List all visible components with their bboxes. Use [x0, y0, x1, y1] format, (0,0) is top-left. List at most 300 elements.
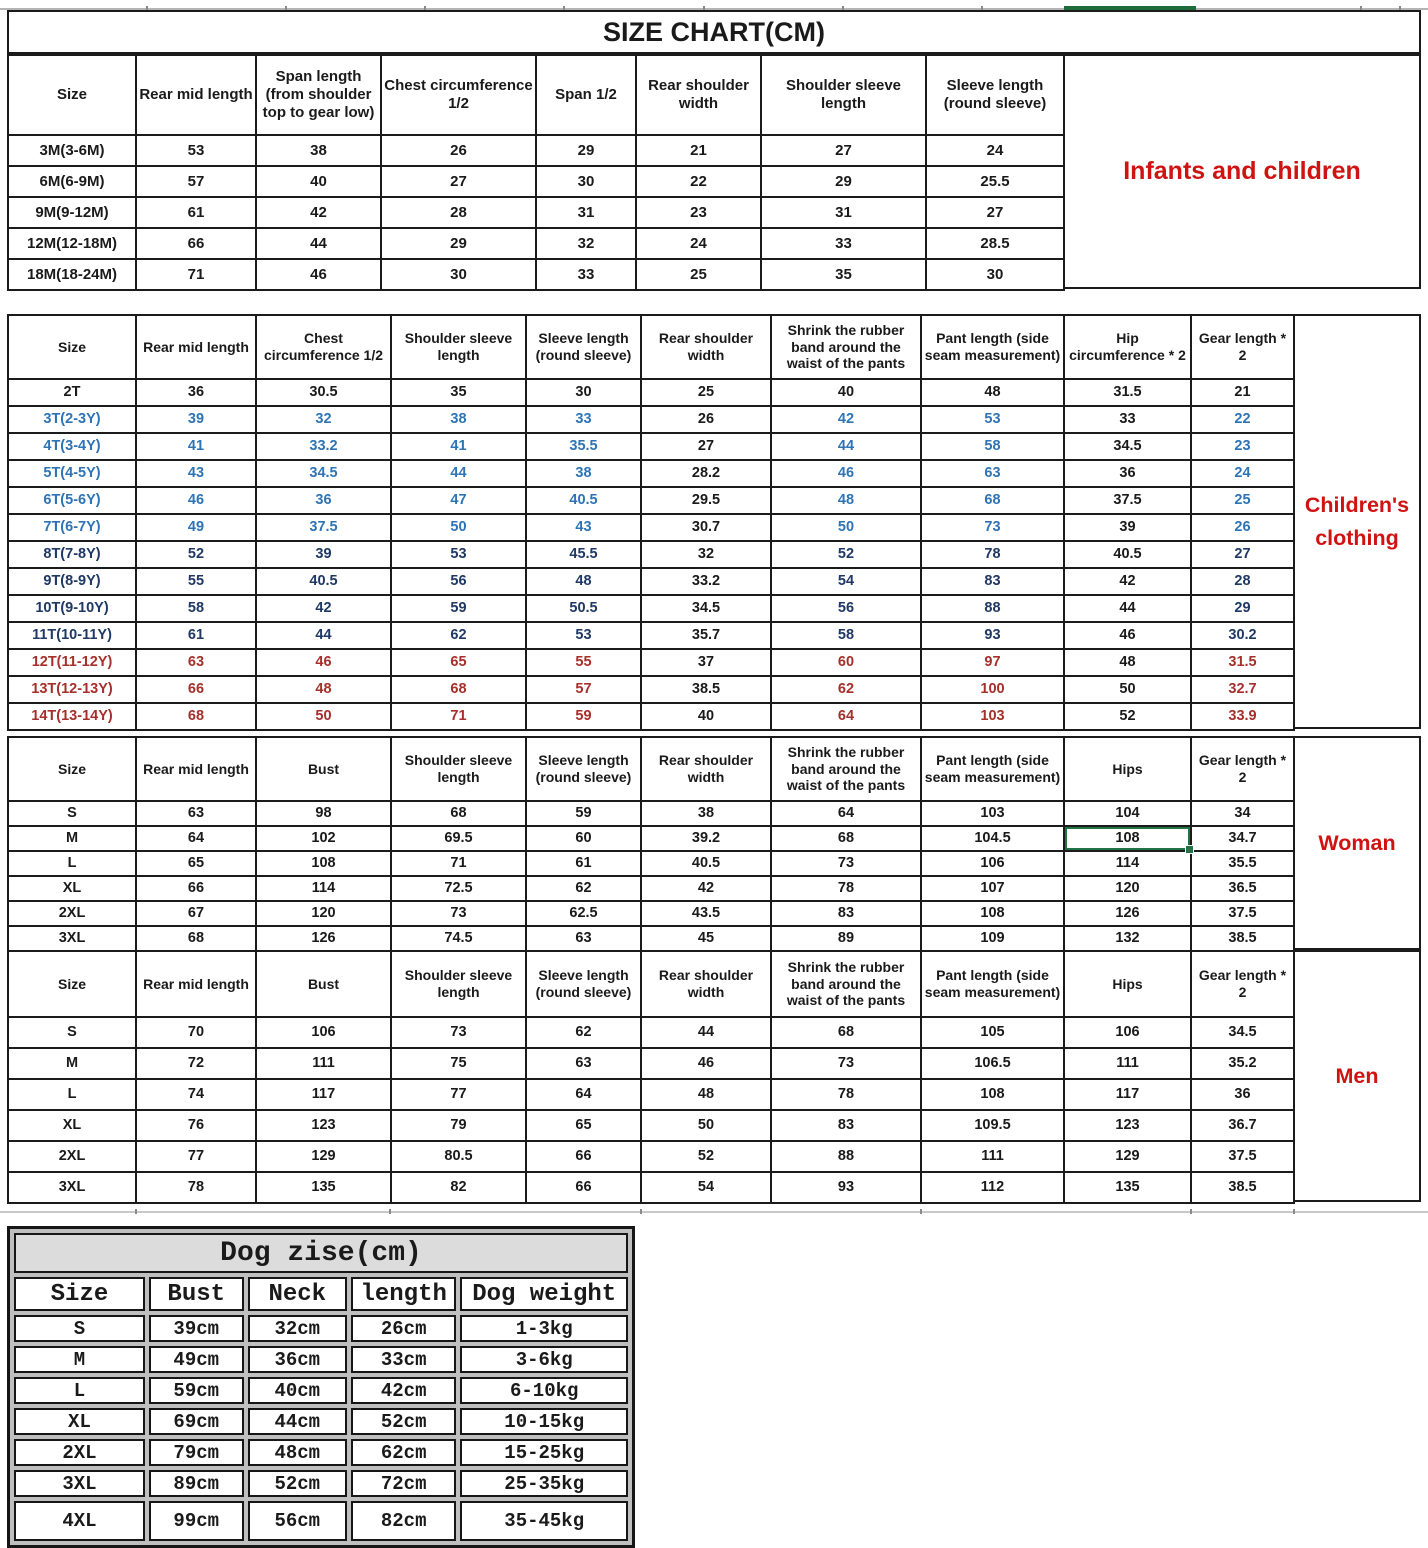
table-row [8, 649, 1294, 676]
cell: 2XL [8, 1141, 136, 1172]
cell: 40.5 [641, 851, 771, 876]
cell: 2XL [14, 1439, 145, 1466]
cell: 27 [761, 135, 926, 166]
cell: 50 [641, 1110, 771, 1141]
cell: 56 [391, 568, 526, 595]
cell: 3M(3-6M) [8, 135, 136, 166]
column-header: Sleeve length (round sleeve) [926, 55, 1064, 135]
cell: 22 [1191, 406, 1294, 433]
column-header: Size [14, 1277, 145, 1311]
cell: 58 [921, 433, 1064, 460]
cell: 61 [136, 622, 256, 649]
cell: 27 [641, 433, 771, 460]
infants-section-label-text: Infants and children [1123, 157, 1361, 185]
cell: 45 [641, 926, 771, 951]
column-header: Hips [1064, 951, 1191, 1017]
cell: 68 [136, 703, 256, 730]
cell: 44 [256, 622, 391, 649]
cell: 31.5 [1191, 649, 1294, 676]
column-header: Span length (from shoulder top to gear low) [256, 55, 381, 135]
column-header: Sleeve length (round sleeve) [526, 737, 641, 801]
cell: 72 [136, 1048, 256, 1079]
cell: 66 [136, 676, 256, 703]
cell: 88 [771, 1141, 921, 1172]
column-header: Hip circumference * 2 [1064, 315, 1191, 379]
cell: 10T(9-10Y) [8, 595, 136, 622]
cell: 60 [771, 649, 921, 676]
cell: 58 [136, 595, 256, 622]
cell: 31.5 [1064, 379, 1191, 406]
cell: 18M(18-24M) [8, 259, 136, 290]
cell: 29 [761, 166, 926, 197]
cell: M [8, 1048, 136, 1079]
cell: 30.5 [256, 379, 391, 406]
table-row [8, 228, 1064, 259]
cell: 21 [636, 135, 761, 166]
cell: 105 [921, 1017, 1064, 1048]
cell: 40 [771, 379, 921, 406]
children-section-label [1293, 314, 1421, 729]
cell: 33cm [351, 1346, 456, 1373]
cell: 48 [526, 568, 641, 595]
cell: 30.2 [1191, 622, 1294, 649]
cell: 98 [256, 801, 391, 826]
cell: 48 [771, 487, 921, 514]
cell: 106 [1064, 1017, 1191, 1048]
cell: 129 [256, 1141, 391, 1172]
cell: 58 [771, 622, 921, 649]
cell: 60 [526, 826, 641, 851]
table-row [8, 135, 1064, 166]
cell: 59 [526, 801, 641, 826]
cell: 107 [921, 876, 1064, 901]
cell: 68 [771, 1017, 921, 1048]
cell: 68 [391, 676, 526, 703]
cell: 63 [136, 801, 256, 826]
cell: 74 [136, 1079, 256, 1110]
cell: 44cm [248, 1408, 347, 1435]
cell: 75 [391, 1048, 526, 1079]
cell: 35 [761, 259, 926, 290]
cell: 29 [381, 228, 536, 259]
cell: 52cm [351, 1408, 456, 1435]
column-header: Size [8, 315, 136, 379]
cell: 93 [921, 622, 1064, 649]
cell: 100 [921, 676, 1064, 703]
cell: 26 [381, 135, 536, 166]
dog-table-title: Dog zise(cm) [14, 1233, 628, 1273]
cell: 63 [526, 1048, 641, 1079]
cell: 120 [256, 901, 391, 926]
woman-section-label [1293, 736, 1421, 950]
cell: 71 [391, 851, 526, 876]
cell: 64 [526, 1079, 641, 1110]
cell: 28 [1191, 568, 1294, 595]
cell: M [14, 1346, 145, 1373]
cell: 30 [926, 259, 1064, 290]
cell: 38 [256, 135, 381, 166]
cell: 43 [136, 460, 256, 487]
cell: 72cm [351, 1470, 456, 1497]
cell: 40 [641, 703, 771, 730]
cell: 106 [256, 1017, 391, 1048]
cell: 30 [381, 259, 536, 290]
cell: 52 [641, 1141, 771, 1172]
cell: 11T(10-11Y) [8, 622, 136, 649]
table-row [8, 514, 1294, 541]
cell: 46 [136, 487, 256, 514]
column-header: Gear length * 2 [1191, 737, 1294, 801]
cell: 71 [391, 703, 526, 730]
woman-size-table [7, 736, 1295, 952]
cell: 78 [771, 1079, 921, 1110]
cell: 104.5 [921, 826, 1064, 851]
cell: 35.7 [641, 622, 771, 649]
column-header: Bust [149, 1277, 244, 1311]
cell: 62cm [351, 1439, 456, 1466]
cell: 38.5 [1191, 1172, 1294, 1203]
cell: 40.5 [256, 568, 391, 595]
cell: 93 [771, 1172, 921, 1203]
cell: 9M(9-12M) [8, 197, 136, 228]
cell: 22 [636, 166, 761, 197]
cell: 129 [1064, 1141, 1191, 1172]
cell: 89cm [149, 1470, 244, 1497]
cell: 68 [771, 826, 921, 851]
cell: 38 [391, 406, 526, 433]
table-row [14, 1439, 628, 1466]
cell: 63 [921, 460, 1064, 487]
cell: 40.5 [526, 487, 641, 514]
cell: 66 [526, 1141, 641, 1172]
cell: 52 [1064, 703, 1191, 730]
column-header: Shoulder sleeve length [391, 315, 526, 379]
cell: 48 [256, 676, 391, 703]
cell: 53 [526, 622, 641, 649]
cell: 59cm [149, 1377, 244, 1404]
table-row [8, 826, 1294, 851]
men-section-label-text: Men [1335, 1063, 1379, 1088]
cell: 38 [526, 460, 641, 487]
cell: 104 [1064, 801, 1191, 826]
table-row [14, 1346, 628, 1373]
sheet-gridline-bottom [0, 1211, 1428, 1213]
cell: 32 [256, 406, 391, 433]
cell: 62.5 [526, 901, 641, 926]
cell: 42 [1064, 568, 1191, 595]
cell: 103 [921, 801, 1064, 826]
cell: 112 [921, 1172, 1064, 1203]
cell: 126 [256, 926, 391, 951]
cell: 117 [256, 1079, 391, 1110]
table-row [14, 1315, 628, 1342]
cell: 53 [136, 135, 256, 166]
cell: 54 [771, 568, 921, 595]
cell: 44 [771, 433, 921, 460]
column-header: Rear shoulder width [636, 55, 761, 135]
cell: 6M(6-9M) [8, 166, 136, 197]
cell: 109.5 [921, 1110, 1064, 1141]
column-header: Rear mid length [136, 315, 256, 379]
cell: 73 [771, 851, 921, 876]
cell: 41 [136, 433, 256, 460]
cell: 32.7 [1191, 676, 1294, 703]
cell: 52 [771, 541, 921, 568]
cell: 123 [256, 1110, 391, 1141]
cell: 3XL [14, 1470, 145, 1497]
cell: 29 [536, 135, 636, 166]
cell: 97 [921, 649, 1064, 676]
cell: M [8, 826, 136, 851]
cell: 66 [136, 228, 256, 259]
cell: 6-10kg [460, 1377, 628, 1404]
cell: 65 [526, 1110, 641, 1141]
cell: 47 [391, 487, 526, 514]
column-header: Rear mid length [136, 737, 256, 801]
table-row [8, 379, 1294, 406]
cell: 46 [641, 1048, 771, 1079]
cell: 82cm [351, 1501, 456, 1541]
cell: 49cm [149, 1346, 244, 1373]
cell: 32 [641, 541, 771, 568]
table-row [8, 197, 1064, 228]
column-header: Rear shoulder width [641, 951, 771, 1017]
cell: 62 [391, 622, 526, 649]
cell: 83 [921, 568, 1064, 595]
cell: 68 [391, 801, 526, 826]
cell: 5T(4-5Y) [8, 460, 136, 487]
cell: 106.5 [921, 1048, 1064, 1079]
cell: 79cm [149, 1439, 244, 1466]
men-size-table [7, 950, 1295, 1204]
cell: 114 [1064, 851, 1191, 876]
selected-cell[interactable]: 108 [1064, 826, 1191, 851]
cell: 36.7 [1191, 1110, 1294, 1141]
dog-size-table [7, 1226, 635, 1548]
table-row [8, 487, 1294, 514]
column-header: length [351, 1277, 456, 1311]
cell: 73 [771, 1048, 921, 1079]
column-header: Shrink the rubber band around the waist of the pants [771, 951, 921, 1017]
cell: L [8, 851, 136, 876]
cell: 24 [1191, 460, 1294, 487]
cell: 37 [641, 649, 771, 676]
cell: XL [8, 1110, 136, 1141]
cell: 46 [256, 649, 391, 676]
table-row [8, 1079, 1294, 1110]
column-header: Pant length (side seam measurement) [921, 315, 1064, 379]
cell: 37.5 [1064, 487, 1191, 514]
cell: 63 [526, 926, 641, 951]
cell: 82 [391, 1172, 526, 1203]
cell: 56cm [248, 1501, 347, 1541]
cell: 42 [256, 197, 381, 228]
cell: 108 [921, 901, 1064, 926]
selection-fill-handle[interactable] [1185, 845, 1194, 854]
cell: 38.5 [1191, 926, 1294, 951]
table-row [8, 926, 1294, 951]
column-header: Bust [256, 737, 391, 801]
cell: 33 [761, 228, 926, 259]
cell: 55 [136, 568, 256, 595]
cell: 32 [536, 228, 636, 259]
cell: 114 [256, 876, 391, 901]
column-header: Size [8, 55, 136, 135]
cell: 79 [391, 1110, 526, 1141]
cell: 2XL [8, 901, 136, 926]
cell: 33 [526, 406, 641, 433]
cell: 50 [256, 703, 391, 730]
cell: 77 [136, 1141, 256, 1172]
cell: 36 [256, 487, 391, 514]
cell: S [14, 1315, 145, 1342]
cell: 44 [391, 460, 526, 487]
cell: L [14, 1377, 145, 1404]
cell: 117 [1064, 1079, 1191, 1110]
column-header: Rear shoulder width [641, 315, 771, 379]
cell: 65 [136, 851, 256, 876]
cell: 132 [1064, 926, 1191, 951]
cell: 46 [1064, 622, 1191, 649]
cell: 50.5 [526, 595, 641, 622]
cell: 36 [1191, 1079, 1294, 1110]
cell: 57 [136, 166, 256, 197]
cell: 3XL [8, 1172, 136, 1203]
cell: 34 [1191, 801, 1294, 826]
cell: 50 [771, 514, 921, 541]
cell: 28.2 [641, 460, 771, 487]
cell: L [8, 1079, 136, 1110]
table-row [8, 259, 1064, 290]
cell: 80.5 [391, 1141, 526, 1172]
cell: 10-15kg [460, 1408, 628, 1435]
cell: 32cm [248, 1315, 347, 1342]
table-row [8, 595, 1294, 622]
table-row [8, 166, 1064, 197]
table-row [8, 876, 1294, 901]
cell: 34.5 [1191, 1017, 1294, 1048]
cell: 123 [1064, 1110, 1191, 1141]
column-header: Shoulder sleeve length [761, 55, 926, 135]
cell: 44 [641, 1017, 771, 1048]
cell: 64 [771, 703, 921, 730]
column-header: Gear length * 2 [1191, 315, 1294, 379]
cell: 34.5 [256, 460, 391, 487]
cell: 23 [1191, 433, 1294, 460]
cell: 40.5 [1064, 541, 1191, 568]
table-row [8, 433, 1294, 460]
cell: 28 [381, 197, 536, 228]
cell: 69.5 [391, 826, 526, 851]
table-row [14, 1501, 628, 1541]
cell: 83 [771, 901, 921, 926]
cell: 55 [526, 649, 641, 676]
cell: 26 [1191, 514, 1294, 541]
cell: 106 [921, 851, 1064, 876]
cell: 29 [1191, 595, 1294, 622]
column-header: Rear shoulder width [641, 737, 771, 801]
cell: 48 [641, 1079, 771, 1110]
cell: 36.5 [1191, 876, 1294, 901]
cell: 71 [136, 259, 256, 290]
cell: 24 [926, 135, 1064, 166]
column-header: Bust [256, 951, 391, 1017]
cell: 35.2 [1191, 1048, 1294, 1079]
cell: 108 [256, 851, 391, 876]
cell: 14T(13-14Y) [8, 703, 136, 730]
cell: 61 [526, 851, 641, 876]
cell: 53 [391, 541, 526, 568]
table-row [8, 1048, 1294, 1079]
cell: 25-35kg [460, 1470, 628, 1497]
cell: XL [8, 876, 136, 901]
cell: 40cm [248, 1377, 347, 1404]
cell: 76 [136, 1110, 256, 1141]
column-header: Shrink the rubber band around the waist of the pants [771, 315, 921, 379]
cell: 42 [256, 595, 391, 622]
cell: 33.2 [256, 433, 391, 460]
cell: 65 [391, 649, 526, 676]
cell: 111 [1064, 1048, 1191, 1079]
cell: 77 [391, 1079, 526, 1110]
cell: 35.5 [526, 433, 641, 460]
cell: 48 [1064, 649, 1191, 676]
cell: 42cm [351, 1377, 456, 1404]
cell: 43.5 [641, 901, 771, 926]
cell: 34.5 [1064, 433, 1191, 460]
cell: 39.2 [641, 826, 771, 851]
cell: 43 [526, 514, 641, 541]
cell: 29.5 [641, 487, 771, 514]
cell: 1-3kg [460, 1315, 628, 1342]
cell: 12M(12-18M) [8, 228, 136, 259]
children-size-table [7, 314, 1295, 731]
cell: 78 [921, 541, 1064, 568]
cell: 50 [1064, 676, 1191, 703]
cell: 59 [391, 595, 526, 622]
cell: 36 [1064, 460, 1191, 487]
cell: 3-6kg [460, 1346, 628, 1373]
cell: 37.5 [1191, 901, 1294, 926]
cell: 35.5 [1191, 851, 1294, 876]
cell: 33 [1064, 406, 1191, 433]
cell: 63 [136, 649, 256, 676]
cell: 8T(7-8Y) [8, 541, 136, 568]
cell: 39 [136, 406, 256, 433]
cell: 25 [636, 259, 761, 290]
cell: 120 [1064, 876, 1191, 901]
cell: 33.9 [1191, 703, 1294, 730]
cell: 34.5 [641, 595, 771, 622]
cell: 102 [256, 826, 391, 851]
cell: 33.2 [641, 568, 771, 595]
cell: 68 [921, 487, 1064, 514]
cell: S [8, 1017, 136, 1048]
cell: 73 [921, 514, 1064, 541]
table-row [14, 1377, 628, 1404]
cell: 36cm [248, 1346, 347, 1373]
cell: 25.5 [926, 166, 1064, 197]
cell: 44 [256, 228, 381, 259]
table-row [8, 703, 1294, 730]
cell: 62 [526, 876, 641, 901]
column-header: Shoulder sleeve length [391, 737, 526, 801]
cell: 33 [536, 259, 636, 290]
cell: 13T(12-13Y) [8, 676, 136, 703]
cell: 108 [921, 1079, 1064, 1110]
cell: 64 [771, 801, 921, 826]
cell: 78 [771, 876, 921, 901]
